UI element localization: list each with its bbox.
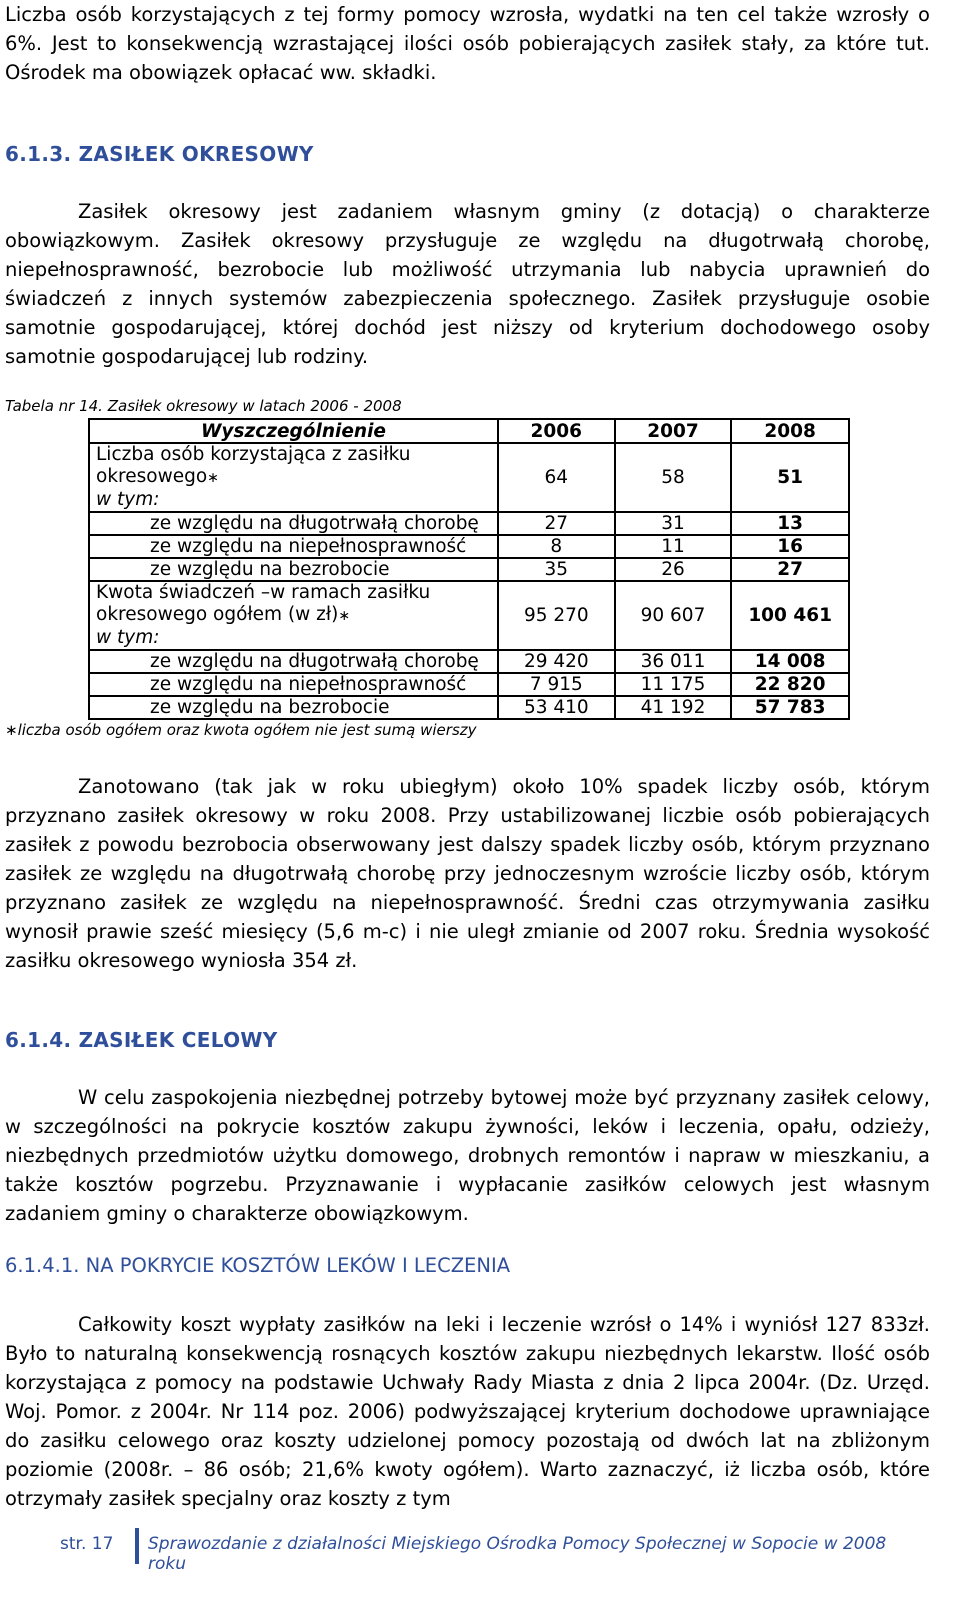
table-row [89, 558, 849, 581]
cell-value: 29 420 [498, 650, 615, 673]
cell-value: 36 011 [615, 650, 732, 673]
cell-value: 90 607 [615, 581, 732, 650]
column-header: 2008 [731, 419, 849, 443]
table-caption: Tabela nr 14. Zasiłek okresowy w latach 2006 - 2008 [5, 397, 402, 415]
cell-value: 14 008 [731, 650, 849, 673]
section-6-1-4-paragraph: W celu zaspokojenia niezbędnej potrzeby bytowej może być przyznany zasiłek celowy, w szczególności na pokrycie kosztów zakupu żywności, leków i leczenia, opału, odzieży, niezbędnych przedmiotów użytku domowego, drobnych remontów i napraw w mieszkaniu, a także kosztów pogrzebu. Przyznawanie i wypłacanie zasiłków celowych jest własnym zadaniem gminy o charakterze obowiązkowym. [5, 1086, 930, 1225]
row-label: ze względu na długotrwałą chorobę [89, 512, 498, 535]
cell-value: 58 [615, 443, 732, 512]
row-label: ze względu na bezrobocie [89, 558, 498, 581]
table-row [89, 696, 849, 719]
cell-value: 35 [498, 558, 615, 581]
cell-value: 27 [731, 558, 849, 581]
section-heading-6-1-3: 6.1.3. ZASIŁEK OKRESOWY [5, 142, 314, 166]
data-table [88, 418, 850, 720]
cell-value: 22 820 [731, 673, 849, 696]
table-row [89, 443, 849, 512]
cell-value: 13 [731, 512, 849, 535]
footer-title: Sprawozdanie z działalności Miejskiego Ośrodka Pomocy Społecznej w Sopocie w 2008 roku [148, 1534, 887, 1574]
column-header: 2007 [615, 419, 732, 443]
intro-paragraph: Liczba osób korzystających z tej formy pomocy wzrosła, wydatki na ten cel także wzrosły o 6%. Jest to konsekwencją wzrastającej ilości osób pobierających zasiłek stały, za które tut. Ośrodek ma obowiązek opłacać ww. składki. [5, 3, 930, 84]
row-label: ze względu na niepełnosprawność [89, 535, 498, 558]
section-heading-6-1-4-1: 6.1.4.1. NA POKRYCIE KOSZTÓW LEKÓW I LECZENIA [5, 1254, 511, 1277]
cell-value: 11 [615, 535, 732, 558]
cell-value: 31 [615, 512, 732, 535]
row-label: ze względu na bezrobocie [89, 696, 498, 719]
cell-value: 11 175 [615, 673, 732, 696]
table-header-row [89, 419, 849, 443]
column-header: Wyszczególnienie [89, 419, 498, 443]
cell-value: 64 [498, 443, 615, 512]
cell-value: 8 [498, 535, 615, 558]
table-row [89, 535, 849, 558]
footer-divider [135, 1528, 139, 1564]
cell-value: 16 [731, 535, 849, 558]
column-header: 2006 [498, 419, 615, 443]
cell-value: 95 270 [498, 581, 615, 650]
cell-value: 7 915 [498, 673, 615, 696]
cell-value: 41 192 [615, 696, 732, 719]
table-summary-paragraph: Zanotowano (tak jak w roku ubiegłym) około 10% spadek liczby osób, którym przyznano zasiłek okresowy w roku 2008. Przy ustabilizowanej liczbie osób pobierających zasiłek z powodu bezrobocia obserwowany jest dalszy spadek liczby osób, którym przyznano zasiłek ze względu na długotrwałą chorobę przy jednoczesnym wzroście liczby osób, którym przyznano zasiłek ze względu na niepełnosprawność. Średni czas otrzymywania zasiłku wynosił prawie sześć miesięcy (5,6 m-c) i nie uległ zmianie od 2007 roku. Średnia wysokość zasiłku okresowego wyniosła 354 zł. [5, 775, 930, 972]
cell-value: 51 [731, 443, 849, 512]
table-row [89, 581, 849, 650]
page-number: str. 17 [60, 1534, 114, 1554]
row-label: ze względu na niepełnosprawność [89, 673, 498, 696]
table-footnote: ∗liczba osób ogółem oraz kwota ogółem nie jest sumą wierszy [5, 721, 477, 739]
page-footer [60, 1528, 920, 1574]
row-label: Liczba osób korzystająca z zasiłku okresowego∗ w tym: [89, 443, 498, 512]
cell-value: 100 461 [731, 581, 849, 650]
row-label: ze względu na długotrwałą chorobę [89, 650, 498, 673]
section-6-1-4-1-paragraph: Całkowity koszt wypłaty zasiłków na leki i leczenie wzrósł o 14% i wyniósł 127 833zł. Było to naturalną konsekwencją rosnących kosztów zakupu niezbędnych lekarstw. Ilość osób korzystająca z pomocy na podstawie Uchwały Rady Miasta z dnia 2 lipca 2004r. (Dz. Urzęd. Woj. Pomor. z 2004r. Nr 114 poz. 2006) podwyższającej kryterium dochodowe uprawniające do zasiłku celowego oraz koszty udzielonej pomocy pozostają od dwóch lat na zbliżonym poziomie (2008r. – 86 osób; 21,6% kwoty ogółem). Warto zaznaczyć, iż liczba osób, które otrzymały zasiłek specjalny oraz koszty z tym [5, 1313, 930, 1510]
row-label: Kwota świadczeń –w ramach zasiłku okresowego ogółem (w zł)∗ w tym: [89, 581, 498, 650]
cell-value: 27 [498, 512, 615, 535]
cell-value: 57 783 [731, 696, 849, 719]
table-row [89, 512, 849, 535]
cell-value: 53 410 [498, 696, 615, 719]
section-6-1-3-paragraph: Zasiłek okresowy jest zadaniem własnym gminy (z dotacją) o charakterze obowiązkowym. Zasiłek okresowy przysługuje ze względu na długotrwałą chorobę, niepełnosprawność, bezrobocie lub możliwość utrzymania lub nabycia uprawnień do świadczeń z innych systemów zabezpieczenia społecznego. Zasiłek przysługuje osobie samotnie gospodarującej, której dochód jest niższy od kryterium dochodowego osoby samotnie gospodarującej lub rodziny. [5, 200, 930, 368]
cell-value: 26 [615, 558, 732, 581]
table-row [89, 650, 849, 673]
table-row [89, 673, 849, 696]
section-heading-6-1-4: 6.1.4. ZASIŁEK CELOWY [5, 1028, 278, 1052]
